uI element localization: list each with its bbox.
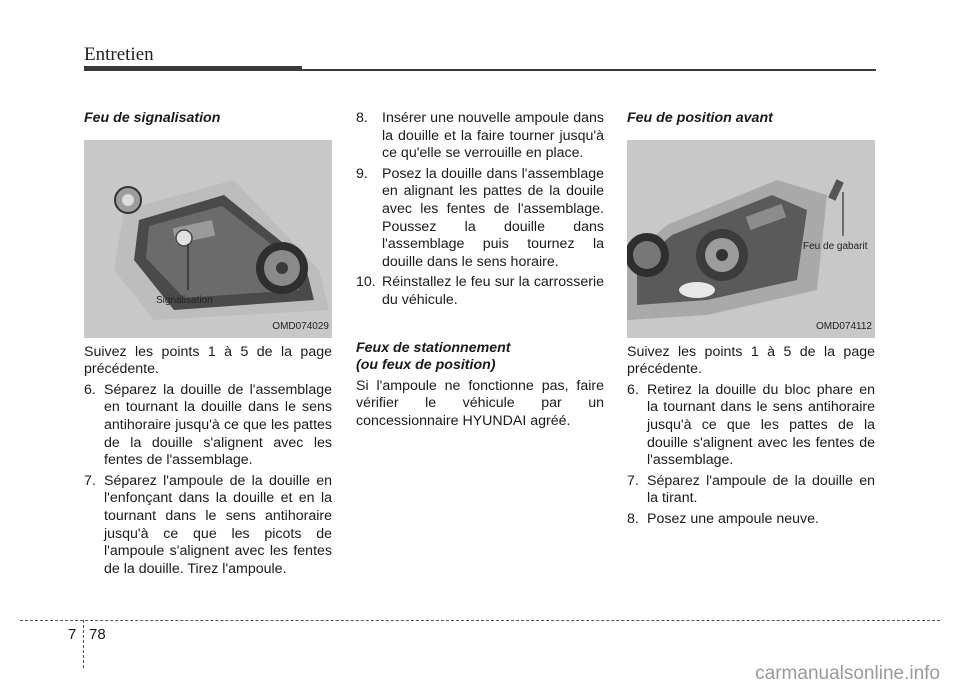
step-text: Posez une ampoule neuve. bbox=[647, 510, 819, 527]
step-number: 10. bbox=[356, 274, 376, 291]
step-item bbox=[627, 473, 875, 508]
step-number: 8. bbox=[356, 110, 368, 126]
header-rule-thick bbox=[84, 66, 302, 71]
step-text: Posez la douille dans l'assemblage en alignant les pattes de la douile avec les fentes de l'assemblage. Poussez la douille dans l'assemblage puis tournez la douille dans le sens horaire. bbox=[382, 165, 604, 270]
section-heading-stationnement bbox=[356, 340, 604, 375]
step-number: 7. bbox=[627, 472, 639, 489]
steps-list bbox=[356, 110, 604, 310]
column-2 bbox=[356, 110, 604, 431]
figure-feu-gabarit bbox=[627, 140, 875, 338]
header-rule-thin bbox=[302, 69, 876, 71]
step-number: 7. bbox=[84, 472, 96, 489]
step-text: Retirez la douille du bloc phare en la tournant dans le sens antihoraire jusqu'à ce que les pattes de la douille s'alignent avec les fentes de l'assemblage. bbox=[647, 381, 875, 469]
page-header-title: Entretien bbox=[84, 44, 154, 65]
steps-list bbox=[627, 382, 875, 529]
step-number: 9. bbox=[356, 165, 368, 182]
step-item bbox=[356, 274, 604, 309]
figure-callout-feu-gabarit: Feu de gabarit bbox=[803, 240, 868, 252]
intro-paragraph: Suivez les points 1 à 5 de la page précédente. bbox=[627, 343, 875, 378]
footer-dashed-rule bbox=[20, 620, 940, 621]
chapter-number: 7 bbox=[68, 626, 77, 643]
page-number: 78 bbox=[89, 626, 106, 643]
section-heading-signalisation: Feu de signalisation bbox=[84, 110, 221, 126]
step-text: Séparez l'ampoule de la douille en la tirant. bbox=[647, 472, 875, 507]
step-item bbox=[627, 511, 875, 529]
heading-line-1: Feux de stationnement bbox=[356, 339, 511, 356]
figure-callout-signalisation: Signalisation bbox=[156, 294, 213, 306]
step-item bbox=[84, 473, 332, 579]
figure-signalisation bbox=[84, 140, 332, 338]
footer-dashed-divider bbox=[83, 620, 84, 668]
step-item bbox=[84, 382, 332, 470]
intro-paragraph: Suivez les points 1 à 5 de la page précédente. bbox=[84, 343, 332, 378]
step-number: 6. bbox=[84, 381, 96, 398]
heading-line-2: (ou feux de position) bbox=[356, 357, 496, 374]
step-number: 6. bbox=[627, 381, 639, 398]
step-item bbox=[356, 110, 604, 163]
step-text: Séparez l'ampoule de la douille en l'enfonçant dans la douille et en la tournant dans le sens antihoraire jusqu'à ce que les picots de l'ampoule s'alignent avec les fentes de la douille. Tirez l'ampoule. bbox=[104, 472, 332, 577]
figure-code: OMD074112 bbox=[816, 321, 872, 332]
step-text: Insérer une nouvelle ampoule dans la douille et la faire tourner jusqu'à ce qu'elle se verrouille en place. bbox=[382, 110, 604, 162]
column-3 bbox=[627, 110, 875, 532]
step-text: Séparez la douille de l'assemblage en tournant la douille dans le sens antihoraire jusqu'à ce que les pattes de la douille s'alignent avec les fentes de l'assemblage. bbox=[104, 381, 332, 469]
body-paragraph: Si l'ampoule ne fonctionne pas, faire vérifier le véhicule par un concessionnaire HYUNDAI agréé. bbox=[356, 377, 604, 429]
figure-code: OMD074029 bbox=[272, 321, 329, 332]
step-item bbox=[627, 382, 875, 470]
steps-list bbox=[84, 382, 332, 579]
step-item bbox=[356, 166, 604, 272]
section-heading-feu-position-avant: Feu de position avant bbox=[627, 110, 773, 126]
step-text: Réinstallez le feu sur la carrosserie du véhicule. bbox=[382, 274, 604, 308]
step-number: 8. bbox=[627, 510, 639, 527]
column-1 bbox=[84, 110, 332, 581]
watermark-text: carmanualsonline.info bbox=[755, 663, 940, 684]
